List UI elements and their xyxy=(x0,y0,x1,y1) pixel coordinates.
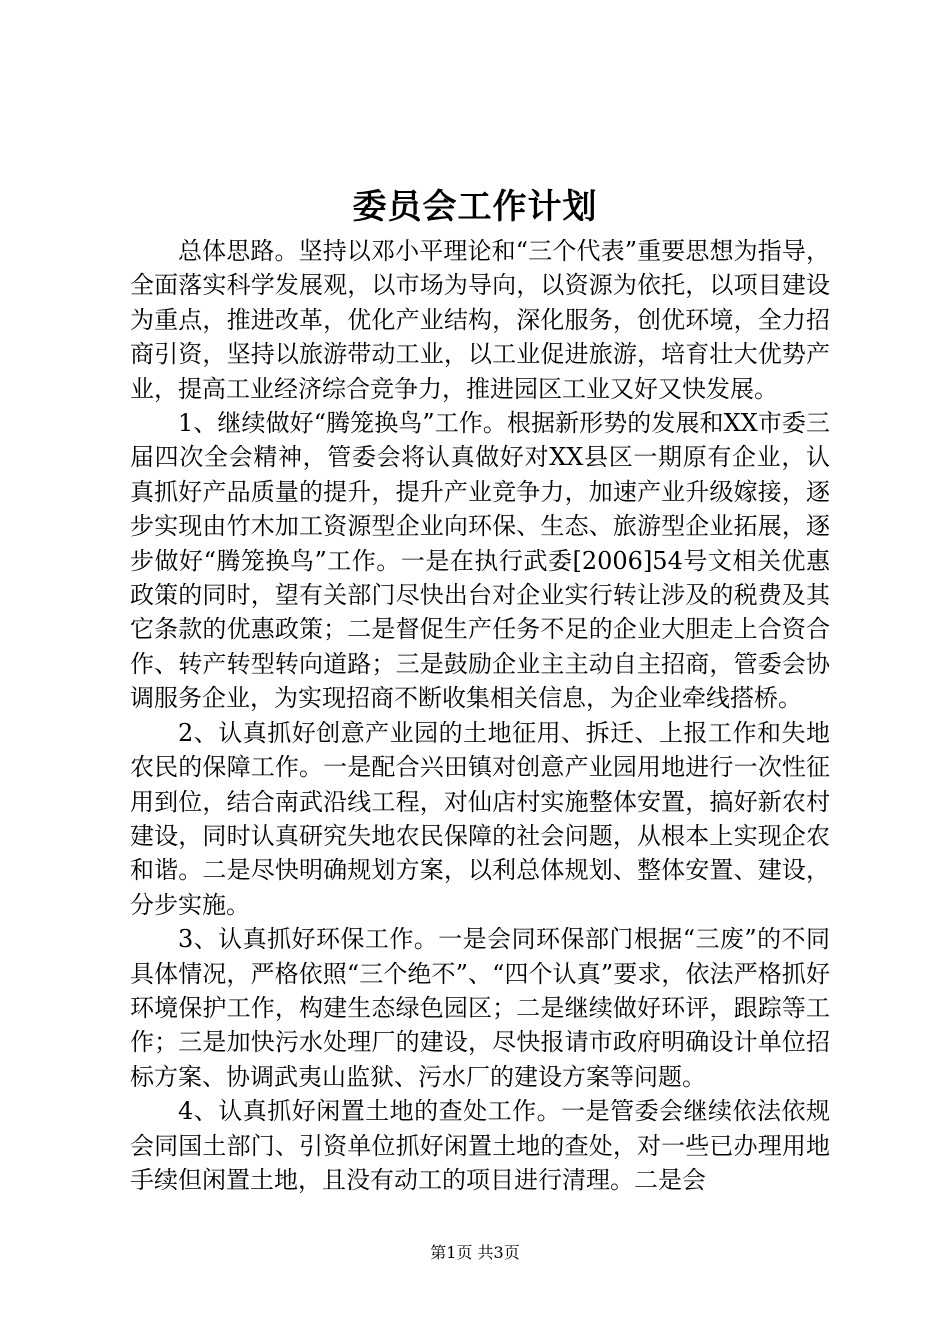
paragraph-item-1: 1、继续做好“腾笼换鸟”工作。根据新形势的发展和XX市委三届四次全会精神，管委会将认真做好对XX县区一期原有企业，认真抓好产品质量的提升，提升产业竞争力，加速产业升级嫁接，逐步实现由竹木加工资源型企业向环保、生态、旅游型企业拓展，逐步做好“腾笼换鸟”工作。一是在执行武委[2006]54号文相关优惠政策的同时，望有关部门尽快出台对企业实行转让涉及的税费及其它条款的优惠政策；二是督促生产任务不足的企业大胆走上合资合作、转产转型转向道路；三是鼓励企业主主动自主招商，管委会协调服务企业，为实现招商不断收集相关信息，为企业牵线搭桥。 xyxy=(130,409,830,713)
document-body xyxy=(130,234,830,1197)
paragraph-item-4: 4、认真抓好闲置土地的查处工作。一是管委会继续依法依规会同国土部门、引资单位抓好闲置土地的查处，对一些已办理用地手续但闲置土地，且没有动工的项目进行清理。二是会 xyxy=(130,1097,830,1194)
paragraph-item-3: 3、认真抓好环保工作。一是会同环保部门根据“三废”的不同具体情况，严格依照“三个绝不”、“四个认真”要求，依法严格抓好环境保护工作，构建生态绿色园区；二是继续做好环评，跟踪等工作；三是加快污水处理厂的建设，尽快报请市政府明确设计单位招标方案、协调武夷山监狱、污水厂的建设方案等问题。 xyxy=(130,925,830,1091)
paragraph-overview: 总体思路。坚持以邓小平理论和“三个代表”重要思想为指导，全面落实科学发展观，以市场为导向，以资源为依托，以项目建设为重点，推进改革，优化产业结构，深化服务，创优环境，全力招商引资，坚持以旅游带动工业，以工业促进旅游，培育壮大优势产业，提高工业经济综合竞争力，推进园区工业又好又快发展。 xyxy=(130,237,830,403)
paragraph-item-2: 2、认真抓好创意产业园的土地征用、拆迁、上报工作和失地农民的保障工作。一是配合兴田镇对创意产业园用地进行一次性征用到位，结合南武沿线工程，对仙店村实施整体安置，搞好新农村建设，同时认真研究失地农民保障的社会问题，从根本上实现企农和谐。二是尽快明确规划方案，以利总体规划、整体安置、建设，分步实施。 xyxy=(130,718,830,919)
page-footer: 第1页 共3页 xyxy=(430,1243,520,1262)
document-title: 委员会工作计划 xyxy=(352,187,598,227)
